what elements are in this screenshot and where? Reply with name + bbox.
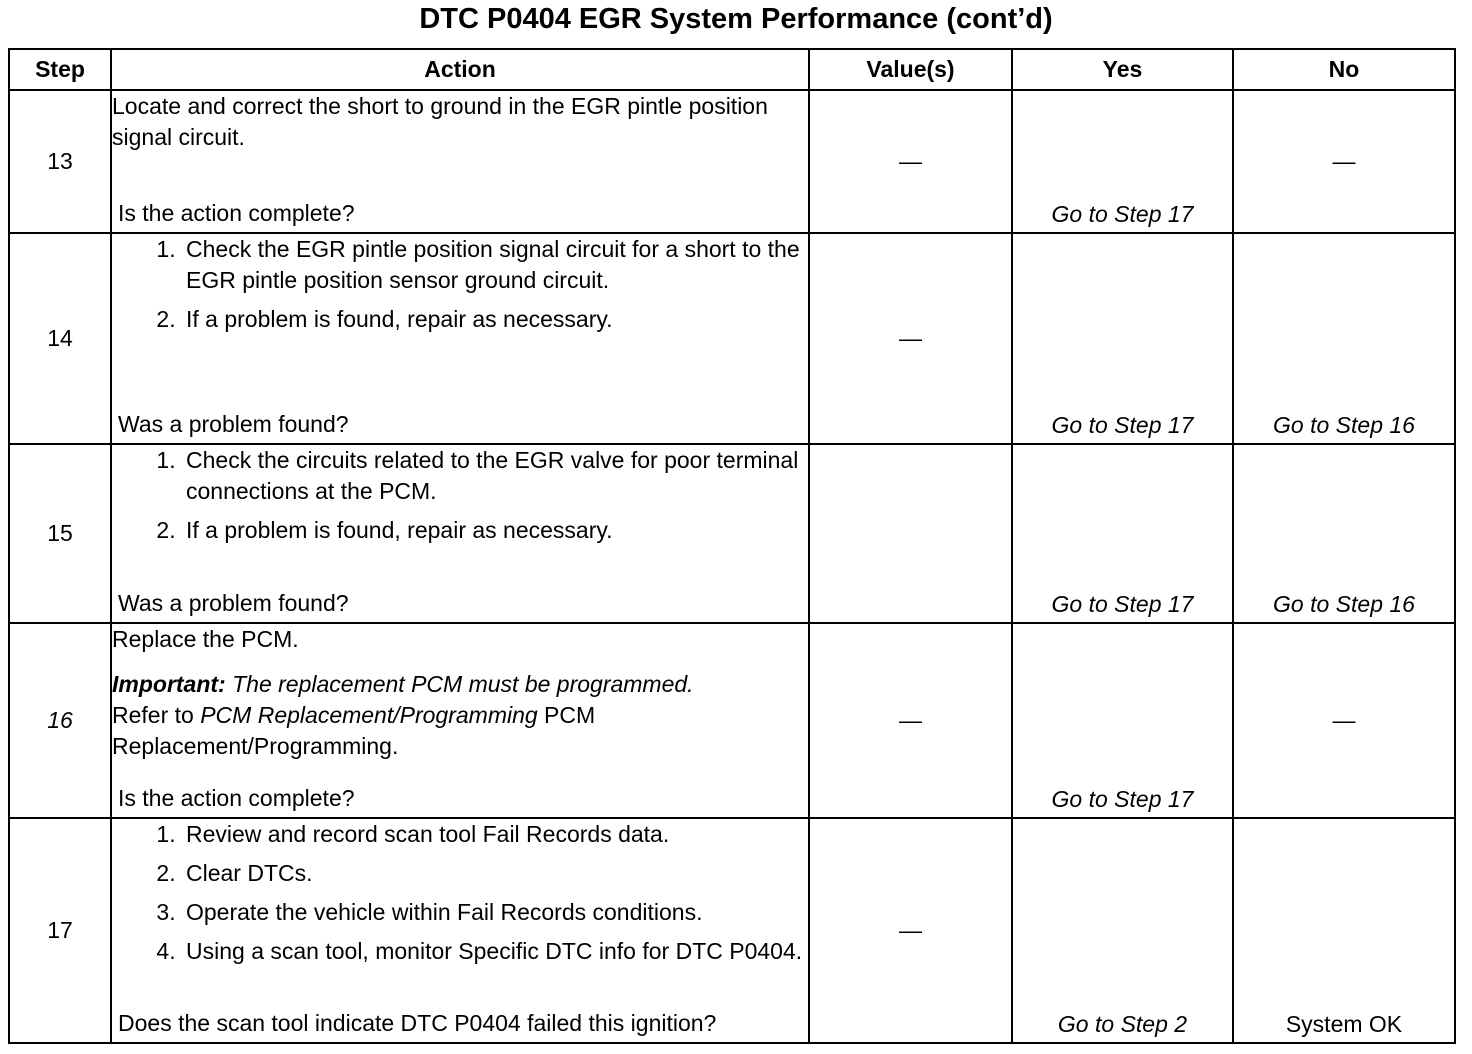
action-text: Replace the PCM. <box>112 626 299 652</box>
important-note <box>112 669 808 700</box>
action-step-item: 1. Check the circuits related to the EGR valve for poor terminal connections at the PCM. <box>182 445 808 507</box>
step-number: 17 <box>9 818 111 1043</box>
no-cell <box>1233 818 1455 1043</box>
action-step-item: 2. If a problem is found, repair as necessary. <box>182 304 808 335</box>
action-steps-list <box>112 445 808 546</box>
action-question: Does the scan tool indicate DTC P0404 failed this ignition? <box>118 1010 717 1036</box>
header-values: Value(s) <box>809 49 1012 90</box>
action-step-item: 1. Check the EGR pintle position signal circuit for a short to the EGR pintle position sensor ground circuit. <box>182 234 808 296</box>
action-cell <box>111 444 809 623</box>
yes-link[interactable]: Go to Step 2 <box>1057 1011 1188 1037</box>
yes-cell <box>1012 818 1233 1043</box>
action-step-item: 2. If a problem is found, repair as necessary. <box>182 515 808 546</box>
action-question: Was a problem found? <box>118 411 349 437</box>
yes-cell <box>1012 623 1233 818</box>
action-cell <box>111 233 809 444</box>
action-question: Was a problem found? <box>118 590 349 616</box>
yes-link[interactable]: Go to Step 17 <box>1051 591 1194 617</box>
refer-note <box>112 700 808 762</box>
action-step-item: 4. Using a scan tool, monitor Specific DTC info for DTC P0404. <box>182 936 808 967</box>
important-label: Important: <box>112 671 226 697</box>
step-number: 14 <box>9 233 111 444</box>
no-cell: — <box>1233 623 1455 818</box>
value-cell: — <box>809 623 1012 818</box>
step-number: 13 <box>9 90 111 233</box>
step-number: 15 <box>9 444 111 623</box>
yes-link[interactable]: Go to Step 17 <box>1051 201 1194 227</box>
table-row-16 <box>9 623 1455 818</box>
action-step-item: 1. Review and record scan tool Fail Records data. <box>182 819 808 850</box>
action-text: Locate and correct the short to ground in the EGR pintle position signal circuit. <box>112 93 768 150</box>
header-yes: Yes <box>1012 49 1233 90</box>
value-cell: — <box>809 818 1012 1043</box>
no-result: System OK <box>1285 1011 1403 1037</box>
action-question: Is the action complete? <box>118 785 355 811</box>
page-title: DTC P0404 EGR System Performance (cont’d) <box>419 3 1053 35</box>
yes-cell <box>1012 233 1233 444</box>
value-cell: — <box>809 233 1012 444</box>
action-question: Is the action complete? <box>118 200 355 226</box>
no-link[interactable]: Go to Step 16 <box>1273 412 1415 438</box>
diagnostic-table <box>8 48 1456 1044</box>
yes-link[interactable]: Go to Step 17 <box>1051 786 1194 812</box>
refer-prefix: Refer to <box>112 702 201 728</box>
action-steps-list <box>112 234 808 335</box>
action-cell <box>111 623 809 818</box>
table-row-15 <box>9 444 1455 623</box>
refer-suffix: PCM Replacement/Programming. <box>112 702 596 759</box>
action-cell <box>111 818 809 1043</box>
refer-link[interactable]: PCM Replacement/Programming <box>200 702 538 728</box>
action-steps-list <box>112 819 808 967</box>
no-cell: — <box>1233 90 1455 233</box>
no-link[interactable]: Go to Step 16 <box>1273 591 1415 617</box>
no-cell <box>1233 233 1455 444</box>
table-row-14 <box>9 233 1455 444</box>
value-cell <box>809 444 1012 623</box>
no-cell <box>1233 444 1455 623</box>
step-number: 16 <box>9 623 111 818</box>
header-action: Action <box>111 49 809 90</box>
header-step: Step <box>9 49 111 90</box>
important-text: The replacement PCM must be programmed. <box>225 671 694 697</box>
header-no: No <box>1233 49 1455 90</box>
yes-link[interactable]: Go to Step 17 <box>1051 412 1194 438</box>
header-row <box>9 49 1455 90</box>
yes-cell <box>1012 444 1233 623</box>
action-cell <box>111 90 809 233</box>
value-cell: — <box>809 90 1012 233</box>
action-step-item: 3. Operate the vehicle within Fail Records conditions. <box>182 897 808 928</box>
yes-cell <box>1012 90 1233 233</box>
table-row-13 <box>9 90 1455 233</box>
table-row-17 <box>9 818 1455 1043</box>
action-step-item: 2. Clear DTCs. <box>182 858 808 889</box>
